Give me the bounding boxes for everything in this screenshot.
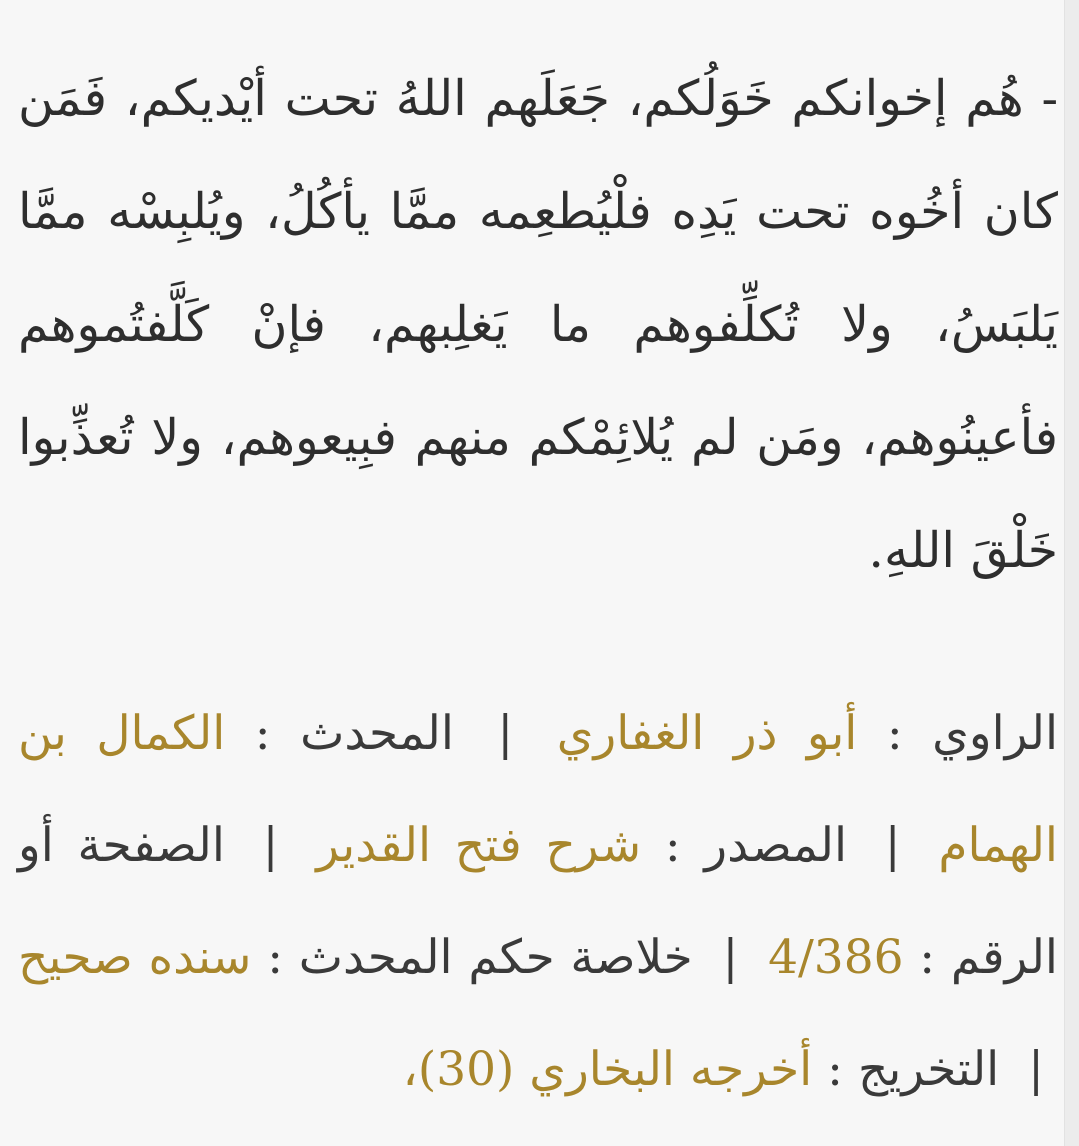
ruling-value[interactable]: سنده صحيح bbox=[18, 930, 252, 985]
separator: | bbox=[884, 818, 901, 873]
separator: | bbox=[497, 706, 514, 761]
ruling-label: خلاصة حكم المحدث : bbox=[267, 930, 693, 985]
page-label: الصفحة أو الرقم : bbox=[18, 818, 1058, 985]
narrator-label: الراوي : bbox=[886, 706, 1059, 761]
page-value: 4/386 bbox=[768, 930, 904, 985]
source-value[interactable]: شرح فتح القدير bbox=[316, 818, 642, 873]
muhaddith-label: المحدث : bbox=[254, 706, 454, 761]
separator: | bbox=[1028, 1042, 1044, 1097]
separator: | bbox=[722, 930, 739, 985]
source-label: المصدر : bbox=[664, 818, 848, 873]
scrollbar[interactable] bbox=[1064, 0, 1079, 1146]
narrator-value[interactable]: أبو ذر الغفاري bbox=[556, 706, 858, 761]
hadith-metadata bbox=[18, 678, 1058, 1126]
takhrij-label: التخريج : bbox=[827, 1042, 1000, 1097]
takhrij-value[interactable]: أخرجه البخاري (30)، bbox=[402, 1042, 813, 1097]
hadith-text: - هُم إخوانكم خَوَلُكم، جَعَلَهم اللهُ تحت أيْديكم، فَمَن كان أخُوه تحت يَدِه فلْيُطعِمه ممَّا يأكُلُ، ويُلبِسْه ممَّا يَلبَسُ، ولا تُكلِّفوهم ما يَغلِبهم، فإنْ كَلَّفتُموهم فأعينُوهم، ومَن لم يُلائِمْكم منهم فبِيعوهم، ولا تُعذِّبوا خَلْقَ اللهِ. bbox=[18, 70, 1058, 579]
separator: | bbox=[262, 818, 279, 873]
muhaddith-value[interactable]: الكمال بن الهمام bbox=[18, 706, 1058, 873]
